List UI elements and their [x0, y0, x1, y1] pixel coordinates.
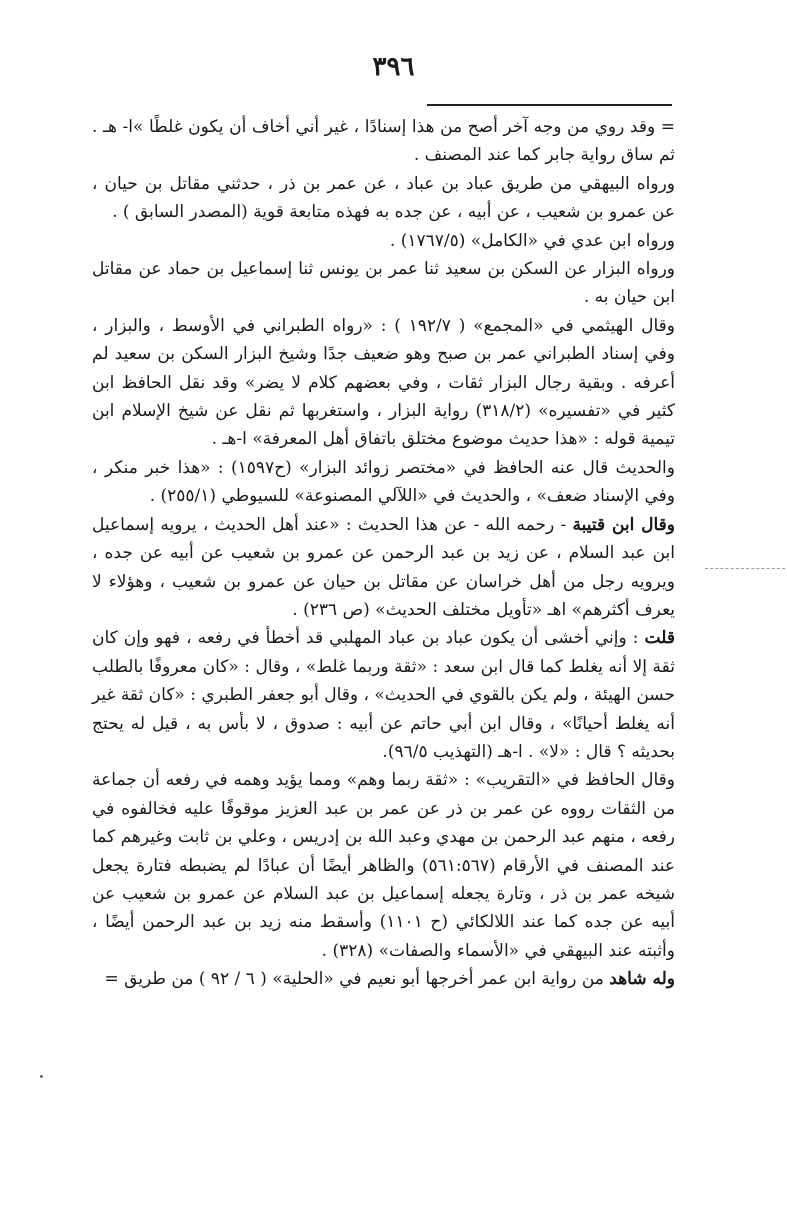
- paragraph-lead: قلت: [644, 628, 675, 649]
- paragraph-1: = وقد روي من وجه آخر أصح من هذا إسنادًا ، غير أني أخاف أن يكون غلطًا »ا- هـ . ثم ساق رواية جابر كما عند المصنف .: [92, 117, 675, 166]
- footnote-separator-rule: [427, 104, 672, 106]
- paragraph-2: ورواه البيهقي من طريق عباد بن عباد ، عن عمر بن ذر ، حدثني مقاتل بن حيان ، عن عمرو بن شعيب ، عن أبيه ، عن جده به فهذه متابعة قوية (المصدر السابق ) .: [92, 173, 675, 223]
- paragraph-7: وقال ابن قتيبة - رحمه الله - عن هذا الحديث : «عند أهل الحديث ، يرويه إسماعيل ابن عبد السلام ، عن زيد بن عبد الرحمن عن عمرو بن شعيب عن أبيه عن جده ، ويرويه رجل من أهل خراسان عن مقاتل بن حيان عن عمرو بن شعيب ، وهؤلاء لا يعرف أكثرهم» اهـ «تأويل مختلف الحديث» (ص ٢٣٦) .: [92, 514, 675, 620]
- margin-mark: [705, 568, 785, 569]
- paragraph-8: قلت : وإني أخشى أن يكون عباد بن عباد المهلبي قد أخطأ في رفعه ، فهو وإن كان ثقة إلا أنه يغلط كما قال ابن سعد : «ثقة وربما غلط» ، وقال : «كان معروفًا بالطلب حسن الهيئة ، ولم يكن بالقوي في الحديث» ، وقال أبو جعفر الطبري : «كان ثقة غير أنه يغلط أحيانًا» ، وقال ابن أبي حاتم عن أبيه : صدوق ، لا بأس به ، قيل له يحتج بحديثه ؟ قال : «لا» . ا-هـ (التهذيب ٩٦/٥).: [92, 628, 675, 762]
- paragraph-5: وقال الهيثمي في «المجمع» ( ١٩٢/٧ ) : «رواه الطبراني في الأوسط ، والبزار ، وفي إسناد الطبراني عمر بن صبح وهو ضعيف جدًا وشيخ البزار السكن بن سعيد لم أعرفه . وبقية رجال البزار ثقات ، وفي بعضهم كلام لا يضر» وقد نقل الحافظ ابن كثير في «تفسيره» (٣١٨/٢) رواية البزار ، واستغربها ثم نقل عن شيخ الإسلام ابن تيمية قوله : «هذا حديث موضوع مختلق باتفاق أهل المعرفة» ا-هـ .: [92, 315, 675, 450]
- page-number: ٣٩٦: [372, 52, 415, 82]
- paragraph-lead: وله شاهد: [609, 969, 675, 990]
- paragraph-6: والحديث قال عنه الحافظ في «مختصر زوائد البزار» (ح١٥٩٧) : «هذا خبر منكر ، وفي الإسناد ضعف» ، والحديث في «اللآلي المصنوعة» للسيوطي (٢٥٥/١) .: [92, 457, 675, 507]
- paragraph-9: وقال الحافظ في «التقريب» : «ثقة ربما وهم» ومما يؤيد وهمه في رفعه أن جماعة من الثقات رووه عن عمر بن ذر عن عمر بن عبد العزيز موقوفًا عليه فخالفوه في رفعه ، منهم عبد الرحمن بن مهدي وعبد الله بن إدريس ، وعلي بن ثابت وغيرهم كما عند المصنف في الأرقام (٥٦١:٥٦٧) والظاهر أيضًا أن عبادًا لم يضبطه فتارة يجعل شيخه عمر بن ذر ، وتارة يجعله إسماعيل بن عبد السلام عن عمرو بن شعيب عن أبيه عن جده كما عند اللالكائي (ح ١١٠١) وأسقط منه زيد بن عبد الرحمن أيضًا ، وأثبته عند البيهقي في «الأسماء والصفات» (٣٢٨) .: [92, 770, 676, 961]
- margin-dot: [40, 1075, 43, 1078]
- paragraph-4: ورواه البزار عن السكن بن سعيد ثنا عمر بن يونس ثنا إسماعيل بن حماد عن مقاتل ابن حيان به .: [92, 259, 675, 308]
- paragraph-10: وله شاهد من رواية ابن عمر أخرجها أبو نعيم في «الحلية» ( ٦ / ٩٢ ) من طريق =: [104, 969, 675, 990]
- footnote-text: [92, 113, 675, 994]
- paragraph-3: ورواه ابن عدي في «الكامل» (١٧٦٧/٥) .: [389, 230, 675, 251]
- paragraph-lead: وقال ابن قتيبة: [572, 514, 675, 535]
